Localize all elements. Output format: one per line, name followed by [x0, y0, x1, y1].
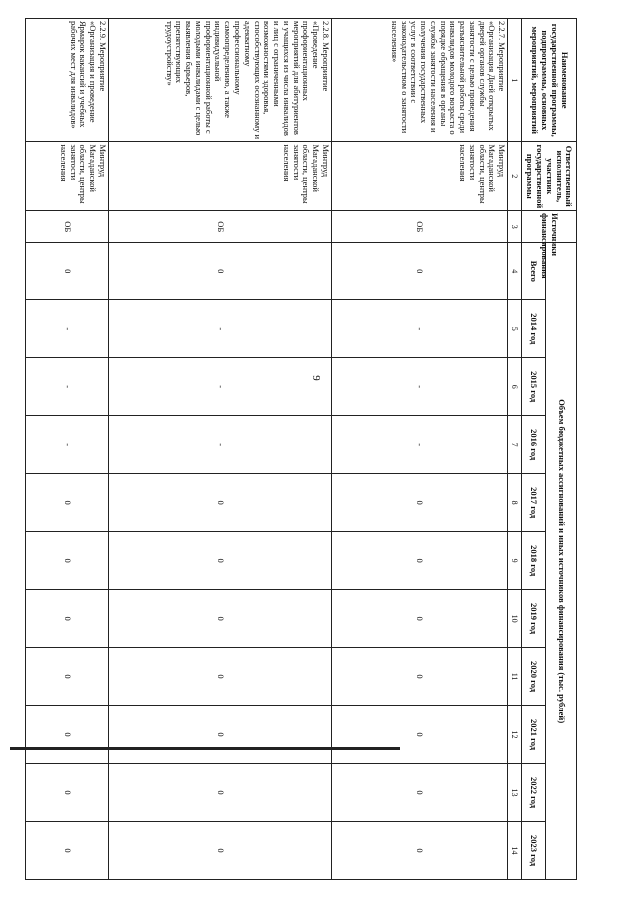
col-number: 10 [508, 590, 522, 648]
row-value: 0 [26, 474, 109, 532]
col-number: 2 [508, 142, 522, 211]
header-source: Источники финансирования [521, 211, 576, 243]
header-executor: Ответственный исполнитель, участник государственной программы [521, 142, 576, 211]
row-value: 0 [26, 764, 109, 822]
rotated-table-container [25, 18, 577, 880]
header-year: 2022 год [521, 764, 545, 822]
row-value: 0 [108, 474, 331, 532]
header-year: 2021 год [521, 706, 545, 764]
header-total: Всего [521, 243, 545, 300]
row-value: 0 [331, 648, 507, 706]
table-row [108, 19, 331, 880]
row-total: 0 [108, 243, 331, 300]
row-executor: Минтруд Магаданской области, центры занятости населения [26, 142, 109, 211]
row-value: - [108, 358, 331, 416]
col-number: 4 [508, 243, 522, 300]
row-value: - [26, 358, 109, 416]
col-number: 3 [508, 211, 522, 243]
row-value: 0 [331, 706, 507, 764]
row-value: 0 [26, 532, 109, 590]
row-source: ОБ [26, 211, 109, 243]
header-year: 2018 год [521, 532, 545, 590]
col-number: 11 [508, 648, 522, 706]
row-value: 0 [331, 821, 507, 879]
header-year: 2017 год [521, 474, 545, 532]
row-value: - [108, 416, 331, 474]
header-name: Наименование государственной программы, подпрограммы, основных мероприятий, мероприятий [521, 19, 576, 142]
col-number: 7 [508, 416, 522, 474]
header-year: 2015 год [521, 358, 545, 416]
row-value: 0 [331, 590, 507, 648]
row-value: 0 [331, 764, 507, 822]
row-value: 0 [26, 648, 109, 706]
header-funding: Объем бюджетных ассигнований и иных источников финансирования (тыс. рублей) [546, 243, 577, 880]
row-value: - [331, 416, 507, 474]
row-total: 0 [26, 243, 109, 300]
col-number: 14 [508, 821, 522, 879]
row-value: - [26, 300, 109, 358]
header-year: 2023 год [521, 821, 545, 879]
col-number: 5 [508, 300, 522, 358]
row-value: 0 [108, 821, 331, 879]
col-number: 9 [508, 532, 522, 590]
row-value: 0 [331, 532, 507, 590]
row-value: 0 [331, 474, 507, 532]
row-source: ОБ [331, 211, 507, 243]
row-value: - [331, 300, 507, 358]
row-executor: Минтруд Магаданской области, центры занятости населения [331, 142, 507, 211]
row-name: 2.2.9. Мероприятие «Организация и проведение Ярмарок вакансий и учебных рабочих мест для инвалидов» [26, 19, 109, 142]
row-value: - [26, 416, 109, 474]
col-number: 1 [508, 19, 522, 142]
row-total: 0 [331, 243, 507, 300]
row-value: 0 [26, 706, 109, 764]
col-number: 8 [508, 474, 522, 532]
row-value: 0 [26, 821, 109, 879]
row-executor: Минтруд Магаданской области, центры занятости населения [108, 142, 331, 211]
header-year: 2020 год [521, 648, 545, 706]
row-value: 0 [26, 590, 109, 648]
funding-table [25, 18, 577, 880]
row-value: 0 [108, 706, 331, 764]
row-value: 0 [108, 764, 331, 822]
row-name: 2.2.7. Мероприятие «Организация Дней открытых дверей органов службы занятости с целью проведения разъяснительной работы среди инвалидов молодого возраста о порядке обращения в органы службы занятости населения и получения государственных услуг в соответствии с законодательством о занятости населения» [331, 19, 507, 142]
page-number: 9 [310, 375, 322, 381]
row-value: - [331, 358, 507, 416]
col-number: 6 [508, 358, 522, 416]
table-row [331, 19, 507, 880]
row-value: - [108, 300, 331, 358]
row-source: ОБ [108, 211, 331, 243]
header-year: 2016 год [521, 416, 545, 474]
header-year: 2019 год [521, 590, 545, 648]
row-value: 0 [108, 532, 331, 590]
col-number: 12 [508, 706, 522, 764]
row-value: 0 [108, 648, 331, 706]
row-value: 0 [108, 590, 331, 648]
row-name: 2.2.8. Мероприятие «Проведение профориентационных мероприятий для абитуриентов и учащихся из числа инвалидов и лиц с ограниченными возможностями здоровья, способствующих осознанному и адекватному профессиональному самоопределению, а также индивидуальной профориентационной работы с молодыми инвалидами с целью выявления барьеров, препятствующих трудоустройству» [108, 19, 331, 142]
col-number: 13 [508, 764, 522, 822]
header-year: 2014 год [521, 300, 545, 358]
table-row [26, 19, 109, 880]
